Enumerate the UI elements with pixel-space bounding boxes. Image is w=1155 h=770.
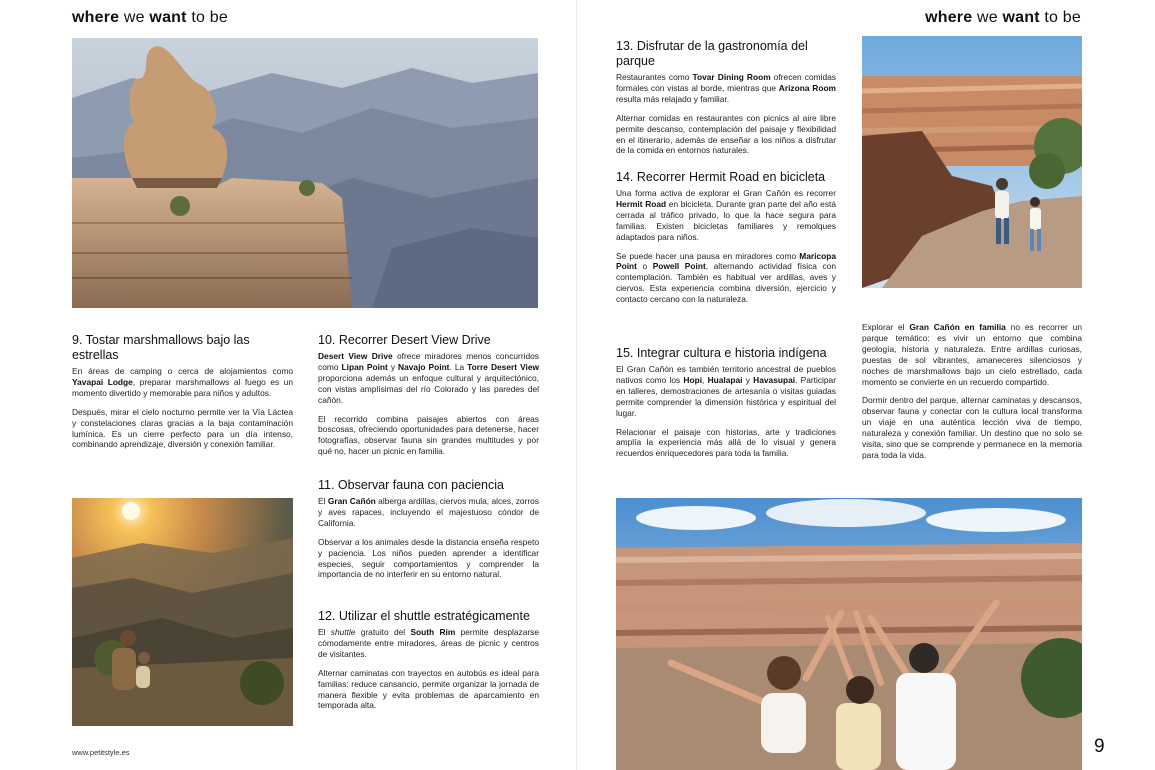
section-11-paragraph-2: Observar a los animales desde la distancia enseña respeto y paciencia. Los niños pueden aprender a identificar especies, seguir comportamientos y comprender la importancia de no interferir en su entorno natural. [318, 536, 539, 580]
section-10-title: 10. Recorrer Desert View Drive [318, 333, 491, 347]
closing-paragraph-1: Explorar el Gran Cañón en familia no es recorrer un parque temático: es vivir un entorno que combina geología, historia y naturaleza. Entre ardillas curiosas, puestas de sol vibrantes, amaneceres silenciosos y noches de marshmallows bajo un cielo estrellado, cada momento se convierte en un recuerdo compartido. [862, 322, 1082, 387]
section-11 [318, 478, 539, 588]
section-12 [318, 609, 539, 719]
emphasis-term: Maricopa Point [616, 250, 836, 272]
emphasis-term: Hermit Road [616, 198, 667, 209]
section-9-paragraph-1: En áreas de camping o cerca de alojamientos como Yavapai Lodge, preparar marshmallows al fuego es un momento divertido y memorable para niños y adultos. [72, 366, 293, 398]
canyon-rock-photo [72, 38, 538, 308]
section-10-paragraph-1: Desert View Drive ofrece miradores menos concurridos como Lipan Point y Navajo Point. La Torre Desert View proporciona además un enfoque cultural y arquitectónico, con vistas amplísimas del río Colorado y las paredes del cañón. [318, 351, 540, 405]
section-12-paragraph-2: Alternar caminatas con trayectos en autobús es ideal para familias: reduce cansancio, permite organizar la jornada de manera flexible y evita problemas de aparcamiento en temporada alta. [318, 667, 539, 711]
page-number: 9 [1094, 736, 1105, 757]
emphasis-term: Navajo Point [398, 361, 450, 372]
section-9 [72, 333, 293, 458]
brand-header-left: where we want to be [72, 9, 228, 26]
emphasis-term: Powell Point [652, 261, 706, 272]
section-10-paragraph-2: El recorrido combina paisajes abiertos con áreas boscosas, ofreciendo oportunidades para detenerse, hacer fotografías, observar fauna sin grandes multitudes y por qué no, hacer un picnic en familia. [318, 413, 539, 457]
section-12-title: 12. Utilizar el shuttle estratégicamente [318, 609, 530, 623]
section-11-title: 11. Observar fauna con paciencia [318, 478, 504, 492]
section-14 [616, 170, 836, 313]
section-15 [616, 346, 836, 467]
emphasis-term: Desert View Drive [318, 351, 393, 361]
footer-url: www.petitstyle.es [72, 748, 130, 757]
section-14-paragraph-1: Una forma activa de explorar el Gran Cañón es recorrer Hermit Road en bicicleta. Durante gran parte del año está cerrada al tráfico privado, lo que la hace segura para familias. Existen bicicletas familiares y remolques adaptados para niños. [616, 188, 837, 242]
left-page [0, 0, 577, 770]
emphasis-term: Hualapai [707, 374, 743, 385]
section-13 [616, 39, 836, 164]
emphasis-term: Gran Cañón en familia [909, 322, 1006, 332]
section-14-paragraph-2: Se puede hacer una pausa en miradores como Maricopa Point o Powell Point, alternando actividad física con contemplación. También es habitual ver ardillas, aves y ciervos. Esta experiencia combina diversión, ejercicio y contacto cercano con la naturaleza. [616, 250, 836, 305]
section-15-paragraph-2: Relacionar el paisaje con historias, arte y tradiciones amplía la experiencia más allá de lo visual y genera recuerdos enriquecedores para toda la familia. [616, 426, 836, 459]
emphasis-term: Hopi [683, 374, 703, 385]
section-13-paragraph-2: Alternar comidas en restaurantes con picnics al aire libre permite descanso, contemplación del paisaje y flexibilidad en el itinerario, además de enseñar a los niños a disfrutar de la comida en entornos naturales. [616, 112, 836, 156]
section-12-paragraph-1: El shuttle gratuito del South Rim permite desplazarse cómodamente entre miradores, áreas de picnic y centros de visitantes. [318, 627, 539, 659]
brand-header-right: where we want to be [925, 9, 1081, 26]
emphasis-term: Yavapai Lodge [72, 376, 133, 387]
closing-paragraph-2: Dormir dentro del parque, alternar caminatas y descansos, observar fauna y conectar con la cultura local transforma un viaje en una auténtica lección viva de tiempo, naturaleza y conexión familiar. Un destino que no solo se visita, sino que se comprende y permanece en la memoria para toda la vida. [862, 395, 1082, 460]
closing-section [862, 322, 1082, 469]
section-13-title: 13. Disfrutar de la gastronomía del parque [616, 39, 808, 68]
emphasis-term: South Rim [410, 627, 456, 637]
emphasis-term: Gran Cañón [327, 496, 376, 506]
section-14-title: 14. Recorrer Hermit Road en bicicleta [616, 170, 826, 184]
emphasis-term: Arizona Room [778, 82, 837, 93]
section-9-paragraph-2: Después, mirar el cielo nocturno permite ver la Vía Láctea y constelaciones claras gracias a la baja contaminación lumínica. Es un cierre perfecto para un día intenso, combinando aprendizaje, diversión y conexión familiar. [72, 406, 293, 450]
emphasis-term: Tovar Dining Room [692, 72, 771, 82]
emphasis-term: Lipan Point [341, 361, 388, 372]
section-9-title: 9. Tostar marshmallows bajo las estrellas [72, 333, 250, 362]
section-13-paragraph-1: Restaurantes como Tovar Dining Room ofrecen comidas formales con vistas al borde, mientras que Arizona Room resulta más relajado y familiar. [616, 72, 837, 104]
section-15-paragraph-1: El Gran Cañón es también territorio ancestral de pueblos nativos como los Hopi, Hualapai y Havasupai. Participar en talleres, demostraciones de artesanía o visitas guiadas permite comprender la dimensión histórica y espiritual del lugar. [616, 364, 837, 418]
rim-walk-photo [862, 36, 1082, 288]
emphasis-term: Torre Desert View [467, 361, 540, 372]
italic-term: shuttle [330, 627, 356, 637]
sunset-family-photo [72, 498, 293, 726]
emphasis-term: Havasupai [753, 374, 796, 385]
section-10 [318, 333, 539, 465]
section-15-title: 15. Integrar cultura e historia indígena [616, 346, 827, 360]
section-11-paragraph-1: El Gran Cañón alberga ardillas, ciervos mula, alces, zorros y aves rapaces, incluyendo el majestuoso cóndor de California. [318, 496, 539, 528]
family-celebration-photo [616, 498, 1082, 770]
